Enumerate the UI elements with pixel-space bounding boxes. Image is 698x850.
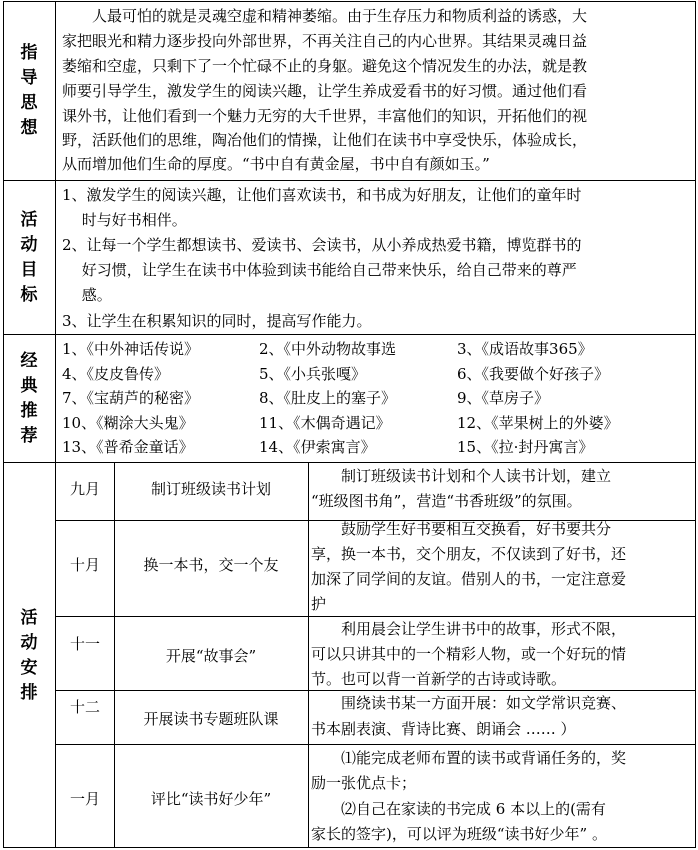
border-activity-column [308,462,309,848]
schedule-activity: 开展读书专题班队课 [143,710,279,728]
goal-line: 时与好书相伴。 [62,211,187,229]
book-item: 4、《皮皮鲁传》 [62,365,170,383]
goal-line: 2、让每一个学生都想读书、爱读书、会读书，从小养成热爱书籍，博览群书的 [62,236,582,254]
border-bottom [3,847,696,848]
schedule-desc-line: “班级图书角”，营造“书香班级”的氛围。 [311,492,582,510]
guide-line: 萎缩和空虚，只剩下了一个忙碌不止的身躯。避免这个情况发生的办法，就是教 [62,57,588,75]
schedule-activity: 评比“读书好少年” [150,790,272,808]
schedule-label: 活 动 安 排 [20,607,38,703]
book-item: 5、《小兵张嘎》 [259,365,367,383]
border-recommend-schedule [3,462,696,463]
schedule-desc-line: 节。也可以背一首新学的古诗或诗歌。 [311,670,567,688]
goals-label: 活 动 目 标 [20,209,38,305]
book-item: 10、《糊涂大头鬼》 [62,414,194,432]
border-label-column [55,1,56,848]
schedule-desc-line: 享，换一本书，交个朋友，不仅读到了好书，还 [311,545,627,563]
schedule-desc-line: 围绕读书某一方面开展：如文学常识竞赛、 [311,694,627,712]
schedule-month: 九月 [69,480,100,498]
book-item: 7、《宝葫芦的秘密》 [62,389,200,407]
book-item: 3、《成语故事365》 [457,340,593,358]
guide-line: 从而增加他们生命的厚度。“书中自有黄金屋，书中自有颜如玉。” [62,155,490,173]
schedule-activity: 开展“故事会” [165,647,257,665]
schedule-desc-line: 可以只讲其中的一个精彩人物，或一个好玩的情 [311,645,627,663]
schedule-desc-line: 护 [311,595,327,613]
goal-line: 感。 [62,286,112,304]
book-item: 6、《我要做个好孩子》 [457,365,610,383]
book-item: 8、《肚皮上的塞子》 [259,389,397,407]
book-item: 12、《苹果树上的外婆》 [457,414,619,432]
book-item: 13、《普希金童话》 [62,438,194,456]
schedule-activity: 制订班级读书计划 [150,480,271,498]
recommend-label: 经 典 推 荐 [20,350,38,446]
schedule-desc-line: 利用晨会让学生讲书中的故事，形式不限， [311,620,627,638]
guide-line: 家把眼光和精力逐步投向外部世界，不再关注自己的内心世界。其结果灵魂日益 [62,32,588,50]
schedule-month: 十月 [69,556,100,574]
goal-line: 1、激发学生的阅读兴趣，让他们喜欢读书，和书成为好朋友，让他们的童年时 [62,186,582,204]
guide-label: 指 导 思 想 [20,42,38,138]
schedule-desc-line: 家长的签字)，可以评为班级“读书好少年” 。 [311,825,607,843]
book-item: 11、《木偶奇遇记》 [259,414,391,432]
book-item: 1、《中外神话传说》 [62,340,200,358]
schedule-month: 十二 [69,698,100,716]
book-item: 2、《中外动物故事选 [259,340,397,358]
guide-line: 课外书，让他们看到一个魅力无穷的大千世界，丰富他们的知识，开拓他们的视 [62,107,588,125]
border-guide-goals [3,180,696,181]
schedule-desc-line: 加深了同学间的友谊。借别人的书，一定注意爱 [311,570,627,588]
border-goals-recommend [3,334,696,335]
guide-line: 野，活跃他们的思维，陶冶他们的情操，让他们在读书中享受快乐，体验成长， [62,131,588,149]
border-right [695,1,696,848]
schedule-desc-line: 制订班级读书计划和个人读书计划，建立 [311,467,612,485]
schedule-activity: 换一本书，交一个友 [143,556,279,574]
schedule-month: 十一 [69,635,100,653]
guide-line: 师要引导学生，激发学生的阅读兴趣，让学生养成爱看书的好习惯。通过他们看 [62,82,588,100]
schedule-desc-line: 鼓励学生好书要相互交换看，好书要共分 [311,520,612,538]
guide-line: 人最可怕的就是灵魂空虚和精神萎缩。由于生存压力和物质利益的诱惑，大 [62,7,588,25]
schedule-desc-line: 书本剧表演、背诗比赛、朗诵会 …… ） [311,720,576,738]
goal-line: 3、让学生在积累知识的同时，提高写作能力。 [62,312,372,330]
book-item: 15、《拉·封丹寓言》 [457,438,594,456]
schedule-month: 一月 [69,790,100,808]
goal-line: 好习惯，让学生在读书中体验到读书能给自己带来快乐，给自己带来的尊严 [62,261,577,279]
schedule-desc-line: ⑵自己在家读的书完成 6 本以上的(需有 [311,800,606,818]
book-item: 14、《伊索寓言》 [259,438,376,456]
schedule-desc-line: ⑴能完成老师布置的读书或背诵任务的，奖 [311,749,627,767]
border-top [3,1,696,2]
schedule-desc-line: 励一张优点卡； [311,774,417,792]
border-row4-row5 [55,744,696,745]
book-item: 9、《草房子》 [457,389,550,407]
